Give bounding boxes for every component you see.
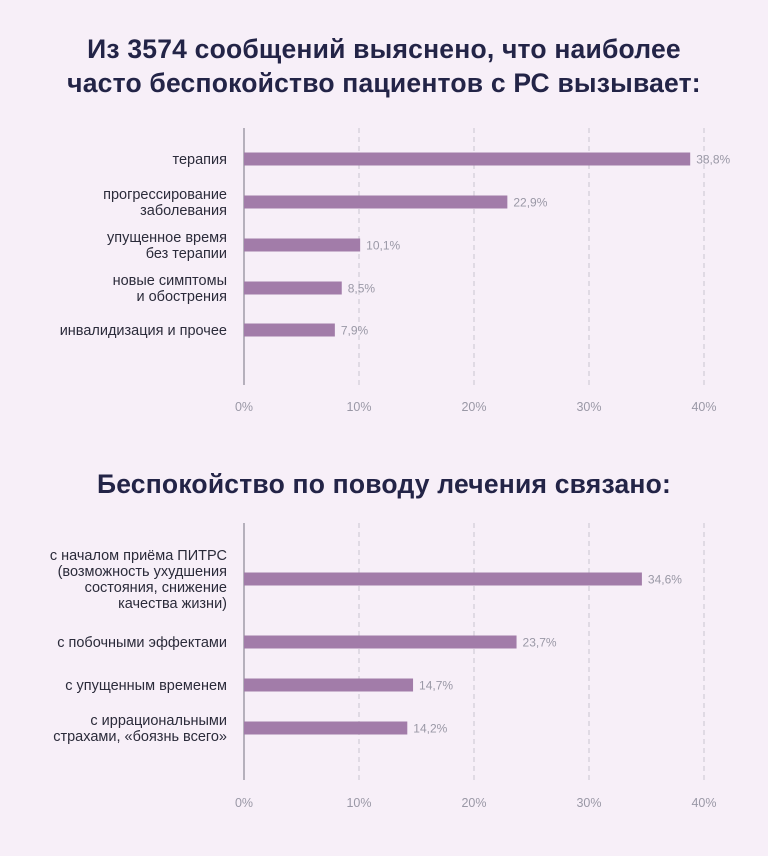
chart-2-value-label: 14,2% — [413, 721, 448, 736]
chart-1-x-tick-label: 40% — [691, 400, 717, 414]
chart-2-bar — [244, 679, 413, 692]
chart-1-bar — [244, 282, 342, 295]
chart-2-category-label: с иррациональными страхами, «боязнь всего» — [53, 713, 227, 745]
chart-2-category-label: с началом приёма ПИТРС (возможность ухудшения состояния, снижение качества жизни) — [49, 548, 227, 612]
chart-2-bar — [244, 573, 642, 586]
chart-1-x-tick-label: 0% — [234, 400, 254, 414]
chart-2-x-tick-label: 20% — [461, 796, 487, 810]
chart-1-category-label: инвалидизация и прочее — [59, 323, 227, 339]
chart-1-value-label: 8,5% — [347, 281, 376, 296]
chart-1-value-label: 7,9% — [340, 323, 369, 338]
chart-1-x-tick-label: 20% — [461, 400, 487, 414]
chart-1-bar — [244, 324, 335, 337]
chart-2-category-label: с побочными эффектами — [57, 635, 227, 651]
chart-2-x-tick-label: 40% — [691, 796, 717, 810]
chart-1-category-label: новые симптомы и обострения — [112, 273, 227, 305]
chart-2-title: Беспокойство по поводу лечения связано: — [96, 469, 672, 499]
chart-2-category-label: с упущенным временем — [65, 678, 227, 694]
chart-1-x-tick-label: 30% — [576, 400, 602, 414]
chart-1-x-tick-label: 10% — [346, 400, 372, 414]
chart-2-bar — [244, 722, 407, 735]
chart-2-x-tick-label: 0% — [234, 796, 254, 810]
chart-1-value-label: 22,9% — [513, 195, 548, 210]
chart-2-bar — [244, 636, 517, 649]
chart-2-value-label: 34,6% — [647, 572, 682, 587]
chart-1-title: Из 3574 сообщений выяснено, что наиболее часто беспокойство пациентов с РС вызывает: — [67, 34, 701, 98]
chart-1-bar — [244, 196, 507, 209]
chart-1-category-label: терапия — [172, 152, 227, 168]
chart-2-value-label: 23,7% — [522, 635, 557, 650]
chart-2-value-label: 14,7% — [419, 678, 454, 693]
chart-1-bar — [244, 239, 360, 252]
chart-1-value-label: 38,8% — [696, 152, 731, 167]
chart-1-category-label: прогрессирование заболевания — [103, 187, 227, 219]
chart-2-x-tick-label: 10% — [346, 796, 372, 810]
chart-2-x-tick-label: 30% — [576, 796, 602, 810]
chart-1-value-label: 10,1% — [366, 238, 401, 253]
chart-1-bar — [244, 153, 690, 166]
chart-1-category-label: упущенное время без терапии — [106, 230, 227, 262]
